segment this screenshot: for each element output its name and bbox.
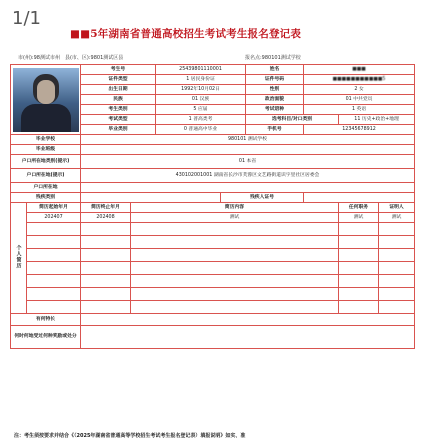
resume-cell: [81, 249, 131, 262]
value-exam-number: 25439801110001: [156, 65, 246, 75]
value-gender: 2 女: [304, 85, 415, 95]
value-disability-id: [304, 193, 415, 203]
label-gender: 性别: [246, 85, 304, 95]
label-graduation-class: 毕业班级: [11, 145, 81, 155]
footnote: 注：考生须按要求并结合《（2025年湖南省普通高等学校招生考试考生报名登记表）填报说明》如实、准: [14, 433, 246, 439]
value-specialty: [81, 314, 415, 326]
resume-cell: [339, 249, 379, 262]
value-disability-category: [81, 193, 221, 203]
table-row: [11, 236, 415, 249]
value-graduation-class: [81, 145, 415, 155]
resume-cell: [131, 288, 339, 301]
value-hukou-category: 01 本省: [81, 155, 415, 169]
photo-cell: [11, 65, 81, 135]
resume-cell: [379, 275, 415, 288]
value-hukou-address: [81, 183, 415, 193]
resume-cell: [81, 262, 131, 275]
resume-header-witness: 证明人: [379, 203, 415, 213]
resume-cell: 测试: [379, 213, 415, 223]
label-hukou-address-hint: 户口所在地(提示): [11, 169, 81, 183]
table-row: [11, 275, 415, 288]
resume-cell: [379, 262, 415, 275]
resume-cell: [27, 236, 81, 249]
label-exam-type: 考试类型: [81, 115, 156, 125]
label-disability-id: 残疾人证号: [221, 193, 304, 203]
value-awards: [81, 326, 415, 349]
label-hukou-category: 户口所在地类别(提示): [11, 155, 81, 169]
resume-cell: [81, 236, 131, 249]
value-graduation-category: 0 普通高中毕业: [156, 125, 246, 135]
photo-face-blurred: [37, 80, 55, 104]
resume-cell: [81, 301, 131, 314]
resume-table: [10, 202, 415, 314]
label-graduation-category: 毕业类别: [81, 125, 156, 135]
resume-cell: [27, 288, 81, 301]
resume-cell: [379, 223, 415, 236]
document-title: ■■5年湖南省普通高校招生考试考生报名登记表: [70, 28, 302, 40]
resume-cell: [81, 288, 131, 301]
resume-cell: [379, 301, 415, 314]
table-row: [11, 213, 415, 223]
resume-cell: [339, 262, 379, 275]
label-disability-category: 残疾类别: [11, 193, 81, 203]
label-elective-subjects: 选考科目/对口类别: [246, 115, 339, 125]
meta-city-county: 市(州):98测试市州 县(市、区):9801测试区县: [18, 55, 124, 61]
resume-cell: 测试: [339, 213, 379, 223]
resume-header-start: 简历起始年月: [27, 203, 81, 213]
label-birth-date: 出生日期: [81, 85, 156, 95]
resume-cell: [339, 236, 379, 249]
resume-cell: [339, 301, 379, 314]
resume-cell: [339, 275, 379, 288]
resume-cell: [27, 262, 81, 275]
resume-cell: 测试: [131, 213, 339, 223]
resume-cell: [27, 275, 81, 288]
value-elective-subjects: 11 历史+政治+地理: [339, 115, 415, 125]
resume-cell: [81, 223, 131, 236]
resume-cell: [379, 236, 415, 249]
value-ethnicity: 01 汉族: [156, 95, 246, 105]
value-birth-date: 1992年10月02日: [156, 85, 246, 95]
value-hukou-address-hint: 430102001001 湖南省长沙市芙蓉区文艺路街道识字里社区居委会: [81, 169, 415, 183]
resume-cell: [131, 275, 339, 288]
candidate-photo: [13, 68, 79, 132]
resume-cell: [131, 262, 339, 275]
value-id-number: ■■■■■■■■■■■5: [304, 75, 415, 85]
resume-header-end: 简历终止年月: [81, 203, 131, 213]
table-row: [11, 249, 415, 262]
page-indicator: 1/1: [12, 8, 41, 29]
resume-cell: [131, 301, 339, 314]
resume-header-position: 任何职务: [339, 203, 379, 213]
resume-cell: [339, 223, 379, 236]
label-awards: 何时何地受过何种奖励或处分: [11, 326, 81, 349]
label-id-number: 证件号码: [246, 75, 304, 85]
table-row: [11, 288, 415, 301]
value-political-status: 01 中共党员: [304, 95, 415, 105]
meta-school: 报名点:980101测试学校: [245, 55, 301, 61]
resume-cell: [27, 301, 81, 314]
info-table: [10, 64, 415, 203]
label-hukou-address: 户口所在地: [11, 183, 81, 193]
table-row: [11, 223, 415, 236]
label-exam-language: 考试语种: [246, 105, 304, 115]
resume-cell: [379, 288, 415, 301]
value-name: ■■■: [304, 65, 415, 75]
value-exam-language: 1 英语: [304, 105, 415, 115]
label-political-status: 政治面貌: [246, 95, 304, 105]
resume-cell: [339, 288, 379, 301]
label-exam-number: 考生号: [81, 65, 156, 75]
resume-cell: [131, 249, 339, 262]
resume-cell: 202408: [81, 213, 131, 223]
label-name: 姓名: [246, 65, 304, 75]
value-phone: 12345678912: [304, 125, 415, 135]
resume-cell: [379, 249, 415, 262]
label-id-type: 证件类型: [81, 75, 156, 85]
value-graduation-school: 980101 测试学校: [81, 135, 415, 145]
resume-cell: [27, 223, 81, 236]
resume-cell: [131, 236, 339, 249]
resume-side-label: 个人简历: [11, 203, 27, 314]
label-specialty: 有何特长: [11, 314, 81, 326]
label-ethnicity: 民族: [81, 95, 156, 105]
label-graduation-school: 毕业学校: [11, 135, 81, 145]
resume-cell: 202407: [27, 213, 81, 223]
registration-form: [10, 64, 414, 349]
resume-cell: [27, 249, 81, 262]
value-id-type: 1 居民身份证: [156, 75, 246, 85]
photo-body: [21, 104, 71, 132]
resume-cell: [131, 223, 339, 236]
value-exam-type: 1 普高类考: [156, 115, 246, 125]
table-row: [11, 262, 415, 275]
table-row: [11, 301, 415, 314]
footer-table: [10, 313, 415, 349]
label-phone: 手机号: [246, 125, 304, 135]
resume-cell: [81, 275, 131, 288]
value-candidate-category: 5 应届: [156, 105, 246, 115]
resume-header-content: 简历内容: [131, 203, 339, 213]
label-candidate-category: 考生类别: [81, 105, 156, 115]
